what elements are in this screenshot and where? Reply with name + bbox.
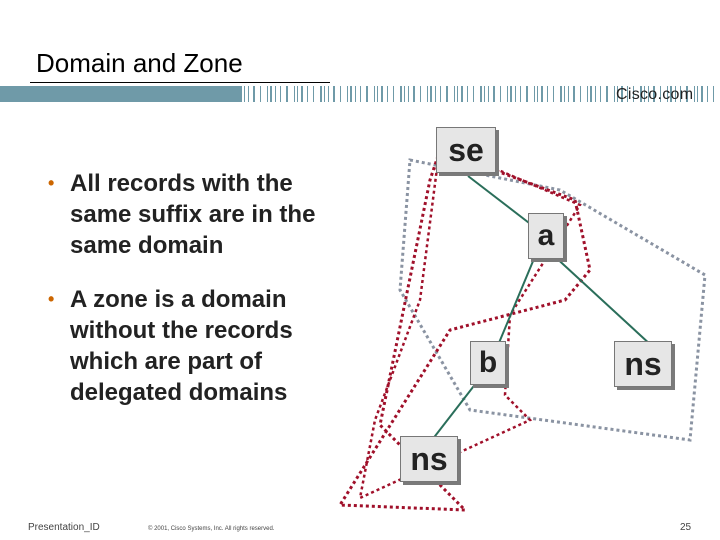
bullet-text: All records with the same suffix are in the same domain [70,170,316,259]
footer-copyright: © 2001, Cisco Systems, Inc. All rights reserved. [148,526,275,532]
footer-presentation-id: Presentation_ID [28,522,100,533]
footer-page-number: 25 [680,522,692,533]
zone-boundary-gray [400,160,705,440]
zone-boundary-red-outer [360,145,580,498]
edge-a-ns [552,254,652,346]
node-ns-bottom: ns [400,436,458,482]
slide-title: Domain and Zone [36,48,243,78]
node-b: b [470,341,506,385]
node-se: se [436,127,496,173]
bullet-icon: • [48,289,55,309]
edge-b-ns [432,378,480,440]
edge-a-b [496,254,536,350]
brand-logo: Cisco.com [616,86,694,103]
node-a: a [528,213,564,259]
node-ns-right: ns [614,341,672,387]
bullet-icon: • [48,173,55,193]
bullet-text: A zone is a domain without the records which are part of delegated domains [70,286,293,406]
zone-boundary-red [340,150,590,510]
